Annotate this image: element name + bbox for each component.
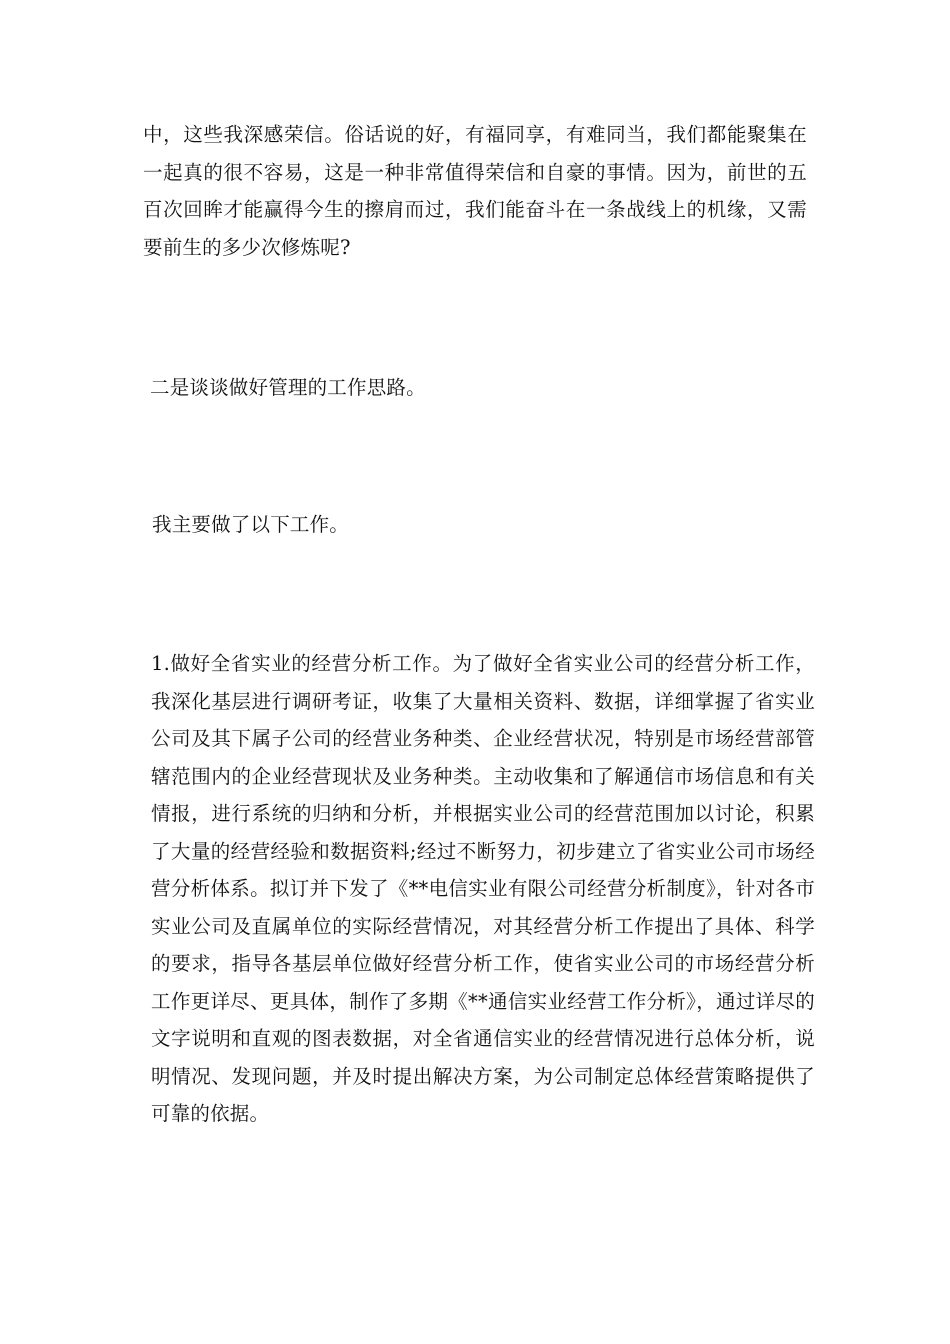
section-heading: 二是谈谈做好管理的工作思路。 (150, 376, 426, 399)
paragraph-intro: 我主要做了以下工作。 (152, 513, 350, 536)
paragraph-item-1: 1.做好全省实业的经营分析工作。为了做好全省实业公司的经营分析工作，我深化基层进行调研考证，收集了大量相关资料、数据，详细掌握了省实业公司及其下属子公司的经营业务种类、企业经营状况，特别是市场经营部管辖范围内的企业经营现状及业务种类。主动收集和了解通信市场信息和有关情报，进行系统的归纳和分析，并根据实业公司的经营范围加以讨论，积累了大量的经营经验和数据资料;经过不断努力，初步建立了省实业公司市场经营分析体系。拟订并下发了《**电信实业有限公司经营分析制度》，针对各市实业公司及直属单位的实际经营情况，对其经营分析工作提出了具体、科学的要求，指导各基层单位做好经营分析工作，使省实业公司的市场经营分析工作更详尽、更具体，制作了多期《**通信实业经营工作分析》，通过详尽的文字说明和直观的图表数据，对全省通信实业的经营情况进行总体分析，说明情况、发现问题，并及时提出解决方案，为公司制定总体经营策略提供了可靠的依据。 (151, 652, 815, 1125)
paragraph-continuation: 中，这些我深感荣信。俗话说的好，有福同享，有难同当，我们都能聚集在一起真的很不容易，这是一种非常值得荣信和自豪的事情。因为，前世的五百次回眸才能赢得今生的擦肩而过，我们能奋斗在一条战线上的机缘，又需要前生的多少次修炼呢? (143, 123, 807, 259)
